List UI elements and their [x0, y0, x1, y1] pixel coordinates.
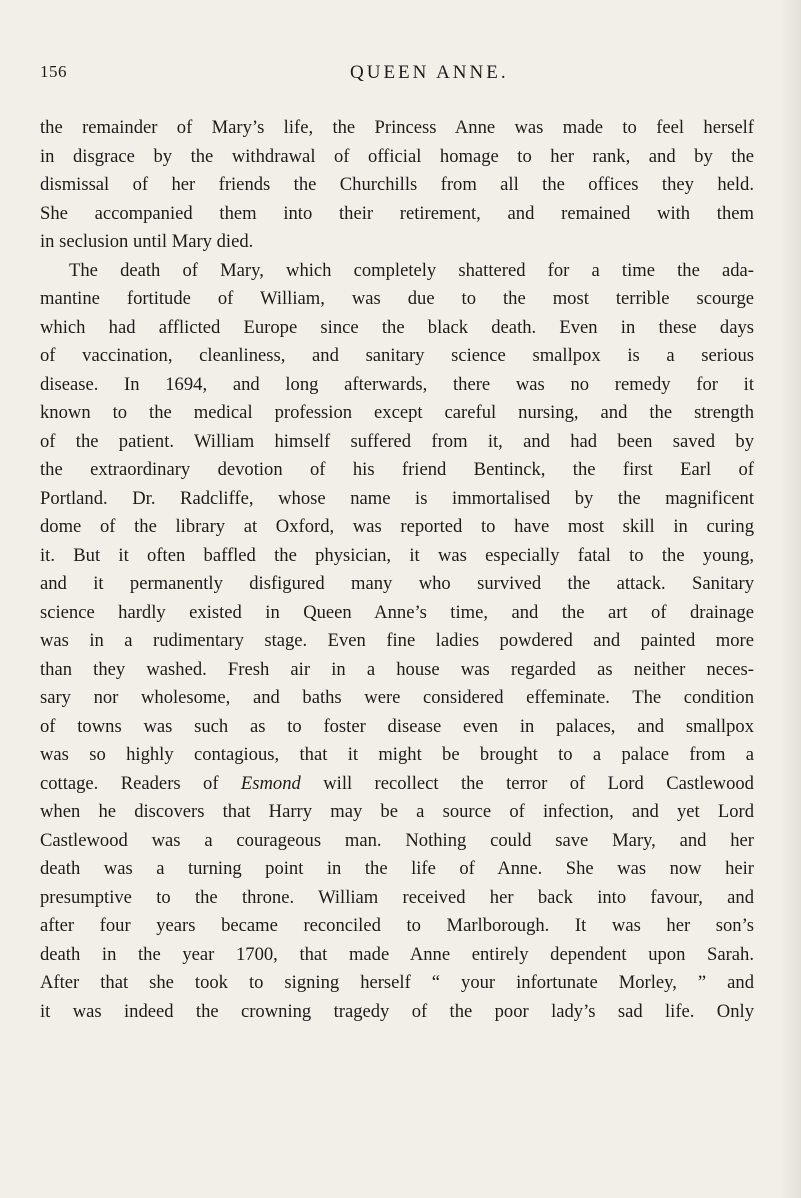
- text-line: it was indeed the crowning tragedy of the poor lady’s sad life. Only: [40, 1000, 754, 1022]
- book-title-esmond: Esmond: [240, 772, 301, 794]
- page-edge-shadow: [779, 0, 801, 1198]
- text-line: presumptive to the throne. William received her back into favour, and: [40, 886, 754, 908]
- page-number: 156: [40, 62, 67, 81]
- text-line: of towns was such as to foster disease even in palaces, and smallpox: [40, 715, 754, 737]
- text-line: was so highly contagious, that it might be brought to a palace from a: [40, 744, 754, 765]
- text-line: was in a rudimentary stage. Even fine ladies powdered and painted more: [40, 630, 754, 651]
- text-line: dome of the library at Oxford, was reported to have most skill in curing: [40, 516, 754, 537]
- text-line: dismissal of her friends the Churchills from all the offices they held.: [40, 174, 754, 195]
- text-line: the remainder of Mary’s life, the Princess Anne was made to feel herself: [40, 117, 754, 138]
- text-line: Castlewood was a courageous man. Nothing could save Mary, and her: [40, 829, 754, 851]
- text-line: mantine fortitude of William, was due to the most terrible scourge: [40, 288, 754, 309]
- text-line: The death of Mary, which completely shattered for a time the ada-: [69, 259, 754, 281]
- running-head: [40, 62, 750, 92]
- text-line: than they washed. Fresh air in a house was regarded as neither neces-: [40, 658, 754, 680]
- text-line: known to the medical profession except careful nursing, and the strength: [40, 402, 754, 423]
- text-line: after four years became reconciled to Marlborough. It was her son’s: [40, 915, 754, 936]
- text-line: which had afflicted Europe since the black death. Even in these days: [40, 316, 754, 338]
- text-line: sary nor wholesome, and baths were considered effeminate. The condition: [40, 687, 754, 708]
- text-line: of vaccination, cleanliness, and sanitary science smallpox is a serious: [40, 345, 754, 366]
- text-line: After that she took to signing herself “ your infortunate Morley, ” and: [40, 972, 754, 993]
- text-line: in seclusion until Mary died.: [40, 231, 254, 252]
- text-line: of the patient. William himself suffered from it, and had been saved by: [40, 430, 754, 452]
- text-line: the extraordinary devotion of his friend Bentinck, the first Earl of: [40, 459, 754, 480]
- body-text: [40, 114, 754, 1026]
- text-line: when he discovers that Harry may be a source of infection, and yet Lord: [40, 801, 754, 822]
- text-line: and it permanently disfigured many who survived the attack. Sanitary: [40, 573, 754, 594]
- text-line: it. But it often baffled the physician, it was especially fatal to the young,: [40, 544, 754, 566]
- text-line: death in the year 1700, that made Anne entirely dependent upon Sarah.: [40, 943, 754, 965]
- text-line: cottage. Readers of Esmond will recollect the terror of Lord Castlewood: [40, 772, 754, 794]
- text-line: death was a turning point in the life of Anne. She was now heir: [40, 858, 754, 879]
- text-line: in disgrace by the withdrawal of official homage to her rank, and by the: [40, 145, 754, 167]
- text-line: She accompanied them into their retirement, and remained with them: [40, 202, 754, 224]
- text-line: Portland. Dr. Radcliffe, whose name is immortalised by the magnificent: [40, 487, 754, 509]
- text-line: science hardly existed in Queen Anne’s time, and the art of drainage: [40, 601, 754, 623]
- running-title: QUEEN ANNE.: [350, 62, 509, 83]
- text-line: disease. In 1694, and long afterwards, there was no remedy for it: [40, 373, 754, 395]
